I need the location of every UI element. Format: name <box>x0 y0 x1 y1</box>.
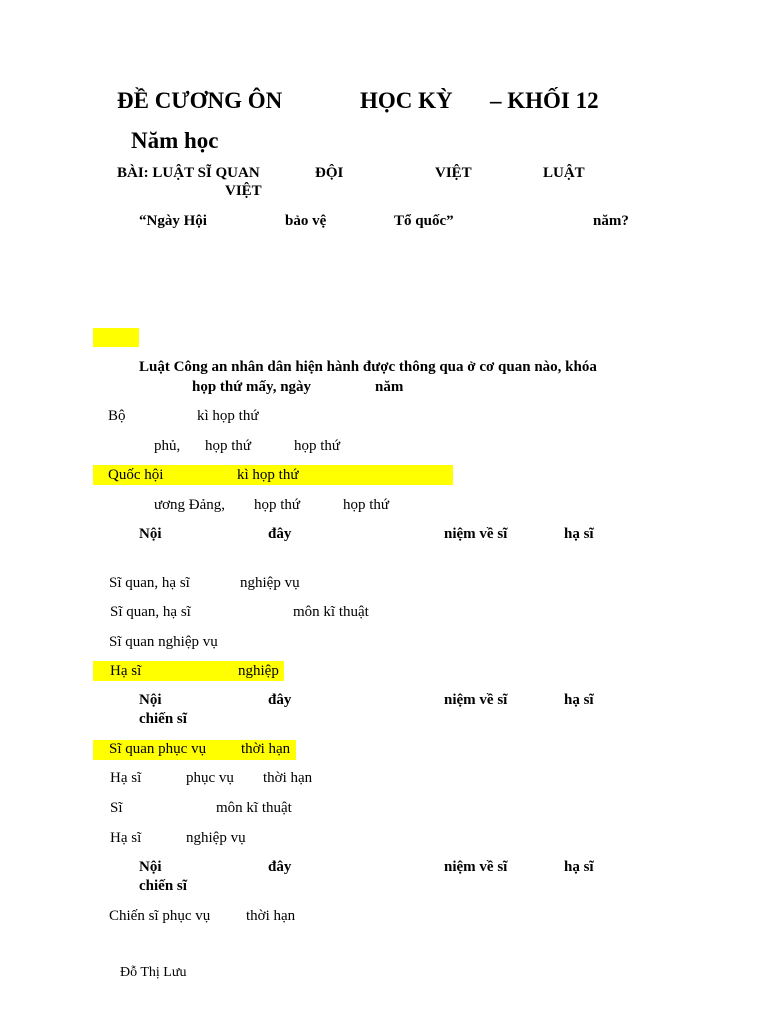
q4-option-4-a: Hạ sĩ <box>110 830 142 846</box>
q4-option-2-a: Hạ sĩ <box>110 770 142 786</box>
lesson-word-1: BÀI: LUẬT SĨ QUAN <box>117 165 260 181</box>
question5-word-2: đây <box>268 859 292 875</box>
q4-option-3-b: môn kĩ thuật <box>216 800 292 816</box>
q2-option-1-b: kì họp thứ <box>197 408 259 424</box>
q2-option-4-a: ương Đảng, <box>154 497 226 513</box>
q2-option-4-c: họp thứ <box>343 497 390 513</box>
q3-option-4-a: Hạ sĩ <box>110 663 142 679</box>
q4-option-3-a: Sĩ <box>110 800 123 816</box>
q4-option-1-a: Sĩ quan phục vụ <box>109 741 207 757</box>
q2-option-2-c: họp thứ <box>294 438 341 454</box>
document-title-part3: – KHỐI 12 <box>490 88 599 113</box>
question5-word-3: niệm về sĩ <box>444 859 508 875</box>
question1-word-3: Tổ quốc” <box>394 213 454 229</box>
question4-word-4: hạ sĩ <box>564 692 594 708</box>
question1-word-4: năm? <box>593 213 629 229</box>
q2-option-4-b: họp thứ <box>254 497 301 513</box>
q4-option-1-b: thời hạn <box>241 741 291 757</box>
question4-word-1: Nội <box>139 692 162 708</box>
highlight-marker <box>93 328 139 347</box>
question5-word-5: chiến sĩ <box>139 878 187 894</box>
q3-option-1-a: Sĩ quan, hạ sĩ <box>109 575 190 591</box>
question4-word-2: đây <box>268 692 292 708</box>
question3-word-4: hạ sĩ <box>564 526 594 542</box>
question1-word-1: “Ngày Hội <box>139 213 207 229</box>
q2-option-2-a: phủ, <box>154 438 181 454</box>
q3-option-2-b: môn kĩ thuật <box>293 604 369 620</box>
document-title-part2: HỌC KỲ <box>360 88 453 113</box>
q3-option-4-b: nghiệp <box>238 663 279 679</box>
q3-option-1-b: nghiệp vụ <box>240 575 300 591</box>
lesson-word-5: VIỆT <box>225 183 262 199</box>
q2-option-2-b: họp thứ <box>205 438 252 454</box>
q2-option-3-b: kì họp thứ <box>237 467 299 483</box>
q2-option-3-a: Quốc hội <box>108 467 164 483</box>
question3-word-3: niệm về sĩ <box>444 526 508 542</box>
question4-word-5: chiến sĩ <box>139 711 187 727</box>
q4-option-2-c: thời hạn <box>263 770 313 786</box>
q4-option-2-b: phục vụ <box>186 770 234 786</box>
question3-word-1: Nội <box>139 526 162 542</box>
q3-option-2-a: Sĩ quan, hạ sĩ <box>110 604 191 620</box>
footer-author: Đỗ Thị Lưu <box>120 965 187 980</box>
q3-option-3-a: Sĩ quan nghiệp vụ <box>109 634 218 650</box>
question2-line1: Luật Công an nhân dân hiện hành được thông qua ở cơ quan nào, khóa <box>139 359 597 375</box>
q5-option-1-a: Chiến sĩ phục vụ <box>109 908 211 924</box>
school-year-label: Năm học <box>131 128 219 153</box>
question5-word-1: Nội <box>139 859 162 875</box>
question4-word-3: niệm về sĩ <box>444 692 508 708</box>
lesson-word-4: LUẬT <box>543 165 585 181</box>
question1-word-2: bảo vệ <box>285 213 327 229</box>
lesson-word-2: ĐỘI <box>315 165 344 181</box>
question3-word-2: đây <box>268 526 292 542</box>
lesson-word-3: VIỆT <box>435 165 472 181</box>
question2-line2b: năm <box>375 379 404 395</box>
document-title-part1: ĐỀ CƯƠNG ÔN <box>117 88 283 113</box>
question2-line2a: họp thứ mấy, ngày <box>192 379 312 395</box>
question5-word-4: hạ sĩ <box>564 859 594 875</box>
q4-option-4-b: nghiệp vụ <box>186 830 246 846</box>
q2-option-1-a: Bộ <box>108 408 126 424</box>
q5-option-1-b: thời hạn <box>246 908 296 924</box>
